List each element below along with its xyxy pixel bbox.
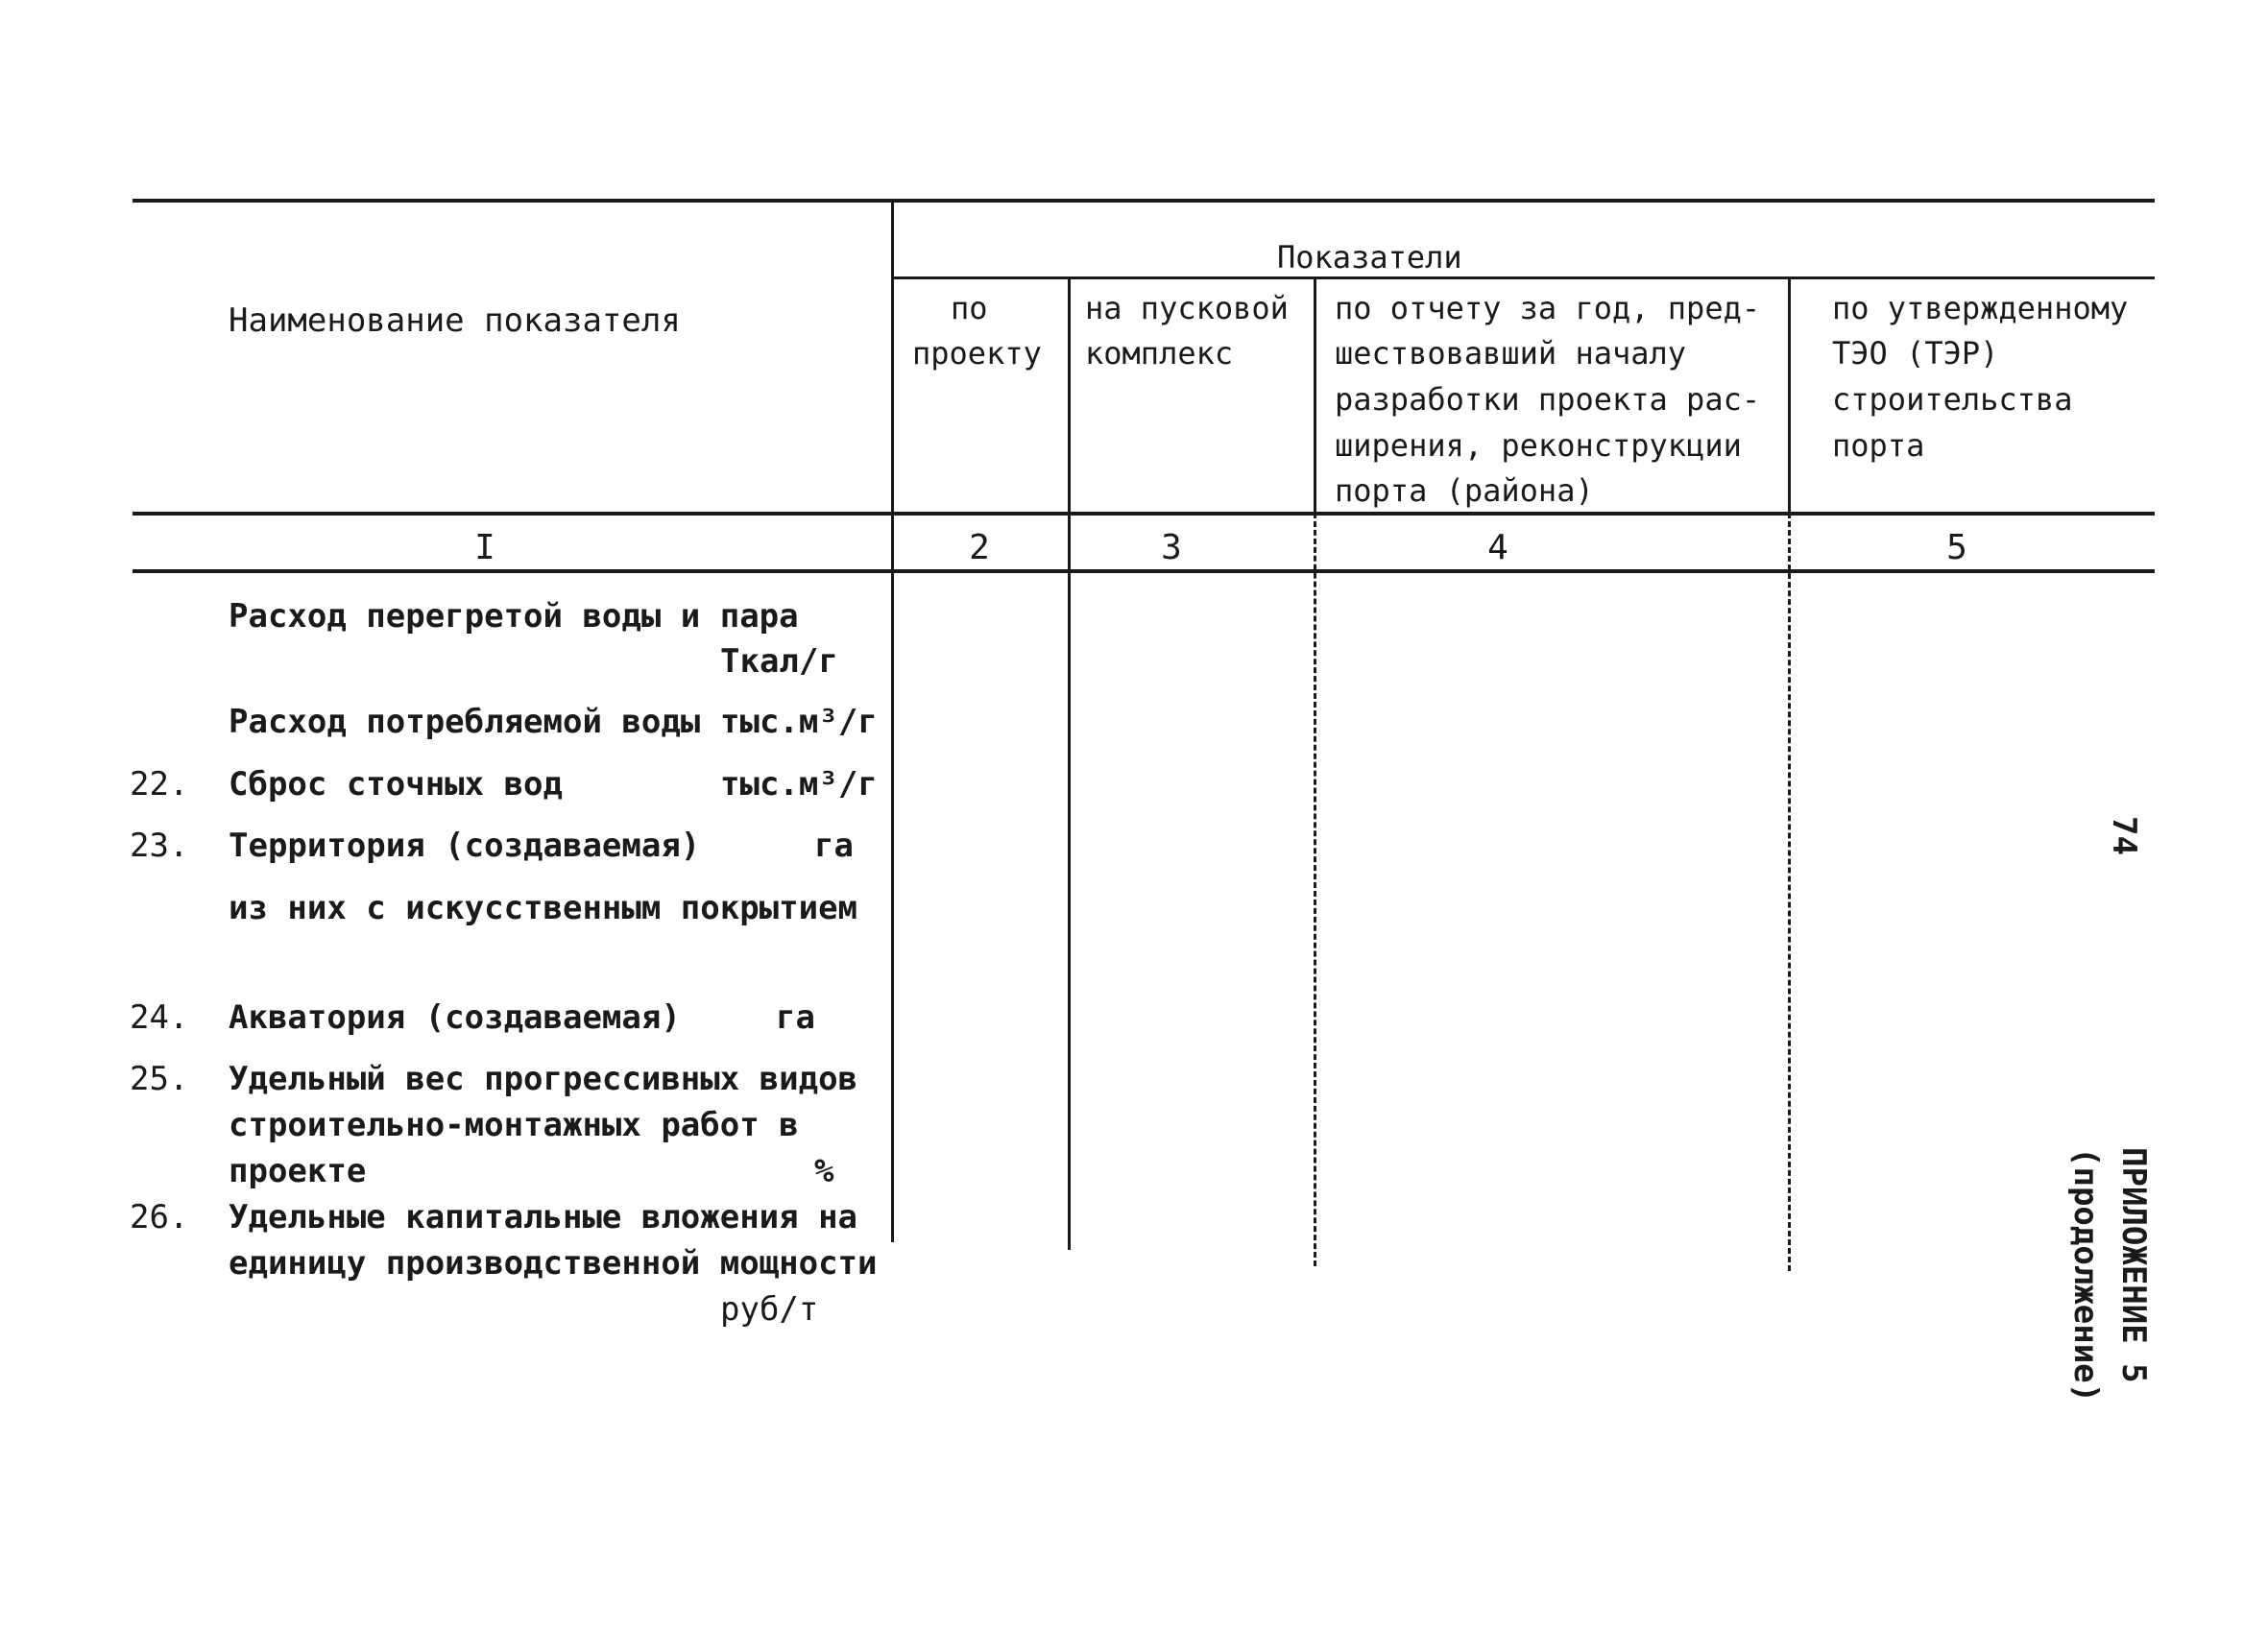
header-col4-line1: по отчету за год, пред- (1335, 290, 1761, 326)
column-divider-3 (1314, 278, 1316, 513)
row-26-label-line2: единицу производственной мощности (229, 1244, 878, 1283)
column-divider-3-dashed (1314, 513, 1316, 1266)
header-name-column: Наименование показателя (229, 301, 681, 340)
header-col5-line4: порта (1832, 427, 1925, 464)
row-heat-label: Расход перегретой воды и пара (229, 597, 799, 636)
row-24-unit: га (776, 998, 815, 1037)
column-divider-2 (1068, 278, 1071, 1250)
column-number-4: 4 (1487, 528, 1508, 567)
header-group-title: Показатели (1277, 239, 1462, 276)
row-26-unit: руб/т (720, 1290, 819, 1329)
row-24-number: 24. (130, 998, 189, 1037)
row-26-label-line1: Удельные капитальные вложения на (229, 1198, 858, 1236)
row-23-unit: га (814, 827, 854, 865)
header-col5-line2: ТЭО (ТЭР) (1832, 335, 1999, 372)
group-header-rule (891, 276, 2155, 279)
column-divider-1 (891, 201, 894, 1242)
row-23-number: 23. (130, 827, 189, 865)
row-heat-unit: Ткал/г (720, 642, 838, 681)
header-col4-line5: порта (района) (1335, 472, 1594, 509)
row-25-label-line1: Удельный вес прогрессивных видов (229, 1060, 858, 1098)
column-number-3: 3 (1161, 528, 1182, 567)
column-divider-4 (1788, 278, 1791, 513)
row-25-unit: % (814, 1152, 834, 1190)
header-col5-line3: строительства (1832, 381, 2073, 418)
appendix-label: ПРИЛОЖЕНИЕ 5 (2114, 1147, 2153, 1383)
column-number-2: 2 (969, 528, 990, 567)
row-22-label: Сброс сточных вод (229, 765, 563, 804)
header-col4-line2: шествовавший началу (1335, 335, 1687, 372)
header-col3-line1: на пусковой (1085, 290, 1289, 326)
column-divider-4-dashed (1788, 513, 1791, 1271)
column-number-1: I (474, 528, 495, 567)
row-water-label: Расход потребляемой воды (229, 703, 701, 741)
header-col5-line1: по утвержденному (1832, 290, 2129, 326)
header-col4-line4: ширения, реконструкции (1335, 427, 1742, 464)
row-25-label-line2: строительно-монтажных работ в (229, 1106, 799, 1144)
header-bottom-rule (133, 512, 2155, 516)
row-22-number: 22. (130, 765, 189, 804)
row-25-label-line3: проекте (229, 1152, 367, 1190)
row-25-number: 25. (130, 1060, 189, 1098)
header-col4-line3: разработки проекта рас- (1335, 381, 1761, 418)
row-water-unit: тыс.м³/г (720, 703, 878, 741)
header-col2-line2: проекту (912, 335, 1042, 372)
header-col2-line1: по (951, 290, 988, 326)
row-23-sublabel: из них с искусственным покрытием (229, 889, 858, 927)
header-col3-line2: комплекс (1085, 335, 1234, 372)
row-22-unit: тыс.м³/г (720, 765, 878, 804)
row-23-label: Территория (создаваемая) (229, 827, 701, 865)
row-24-label: Акватория (создаваемая) (229, 998, 681, 1037)
continuation-label: (продолжение) (2066, 1147, 2105, 1404)
table-top-rule (133, 199, 2155, 203)
page-number: 74 (2105, 816, 2143, 855)
row-26-number: 26. (130, 1198, 189, 1236)
column-number-5: 5 (1946, 528, 1967, 567)
